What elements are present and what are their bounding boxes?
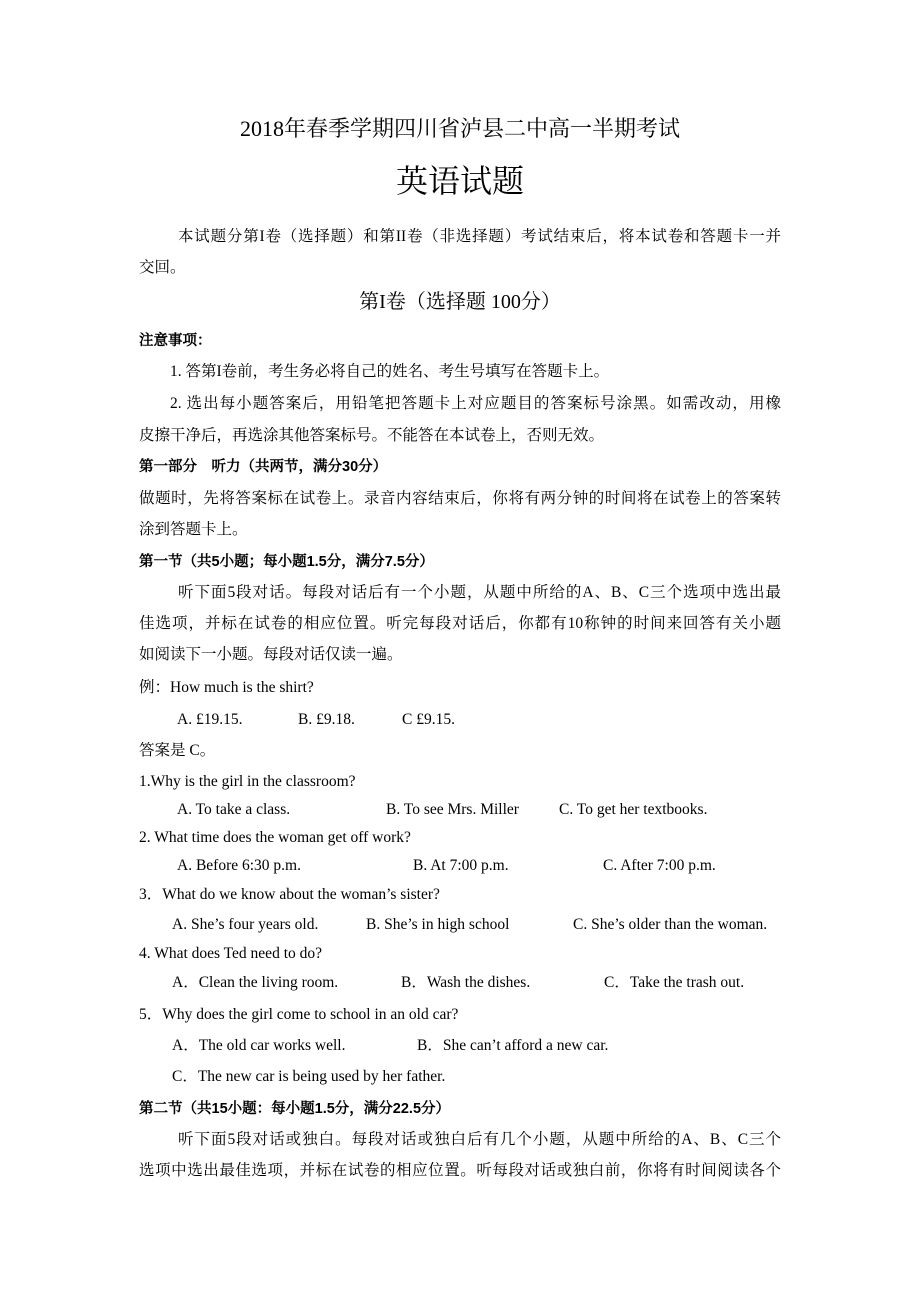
question: 5．Why does the girl come to school in an old car? [139,1006,459,1023]
option: A. She’s four years old. [172,916,319,933]
notice-heading: 注意事项： [139,333,212,349]
example-question: 例：How much is the shirt? [139,679,314,696]
option: C．Take the trash out. [604,974,745,991]
option: C. After 7:00 p.m. [603,857,716,874]
question: 4. What does Ted need to do? [139,945,323,962]
subsection1-instructions: 如阅读下一小题。每段对话仅读一遍。 [139,646,403,663]
intro-line: 交回。 [139,259,186,276]
option: B. She’s in high school [366,916,510,933]
example-answer: 答案是 C。 [139,742,216,759]
question: 2. What time does the woman get off work? [139,829,411,846]
option: A．The old car works well. [172,1037,346,1054]
option: A．Clean the living room. [172,974,339,991]
option: A. Before 6:30 p.m. [177,857,301,874]
option: B. To see Mrs. Miller [386,801,519,818]
notice-item-cont: 皮擦干净后，再选涂其他答案标号。不能答在本试卷上，否则无效。 [139,427,605,444]
option: B. At 7:00 p.m. [413,857,509,874]
part1-heading: 第I卷（选择题 100分） [359,291,561,313]
subsection1-instructions: 听下面5段对话。每段对话后有一个小题，从题中所给的A、B、C三个选项中选出最 [178,584,781,601]
option: B．She can’t afford a new car. [417,1037,609,1054]
subsection2-heading: 第二节（共15小题：每小题1.5分，满分22.5分） [139,1101,451,1117]
notice-item: 1. 答第I卷前，考生务必将自己的姓名、考生号填写在答题卡上。 [170,363,610,380]
subsection1-instructions: 佳选项，并标在试卷的相应位置。听完每段对话后，你都有10称钟的时间来回答有关小题 [139,615,781,632]
example-option: A. £19.15. [177,711,243,728]
example-option: B. £9.18. [298,711,355,728]
option: B．Wash the dishes. [401,974,531,991]
section1-heading: 第一部分 听力（共两节，满分30分） [139,459,388,475]
question: 3．What do we know about the woman’s sister? [139,886,440,903]
exam-subtitle: 英语试题 [395,163,524,199]
question: 1.Why is the girl in the classroom? [139,773,356,790]
notice-item: 2. 选出每小题答案后，用铅笔把答题卡上对应题目的答案标号涂黑。如需改动，用橡 [170,395,781,412]
subsection1-heading: 第一节（共5小题；每小题1.5分，满分7.5分） [139,554,434,570]
subsection2-instructions: 选项中选出最佳选项，并标在试卷的相应位置。听每段对话或独白前，你将有时间阅读各个 [139,1162,781,1179]
option: A. To take a class. [177,801,291,818]
option: C. She’s older than the woman. [573,916,768,933]
option: C．The new car is being used by her father. [172,1068,446,1085]
section1-instructions: 做题时，先将答案标在试卷上。录音内容结束后，你将有两分钟的时间将在试卷上的答案转 [139,490,781,507]
option: C. To get her textbooks. [559,801,708,818]
exam-title: 2018年春季学期四川省泸县二中高一半期考试 [239,116,680,141]
example-option: C £9.15. [402,711,455,728]
intro-line: 本试题分第I卷（选择题）和第II卷（非选择题）考试结束后，将本试卷和答题卡一并 [178,228,781,245]
subsection2-instructions: 听下面5段对话或独白。每段对话或独白后有几个小题，从题中所给的A、B、C三个 [178,1131,781,1148]
section1-instructions: 涂到答题卡上。 [139,521,248,538]
